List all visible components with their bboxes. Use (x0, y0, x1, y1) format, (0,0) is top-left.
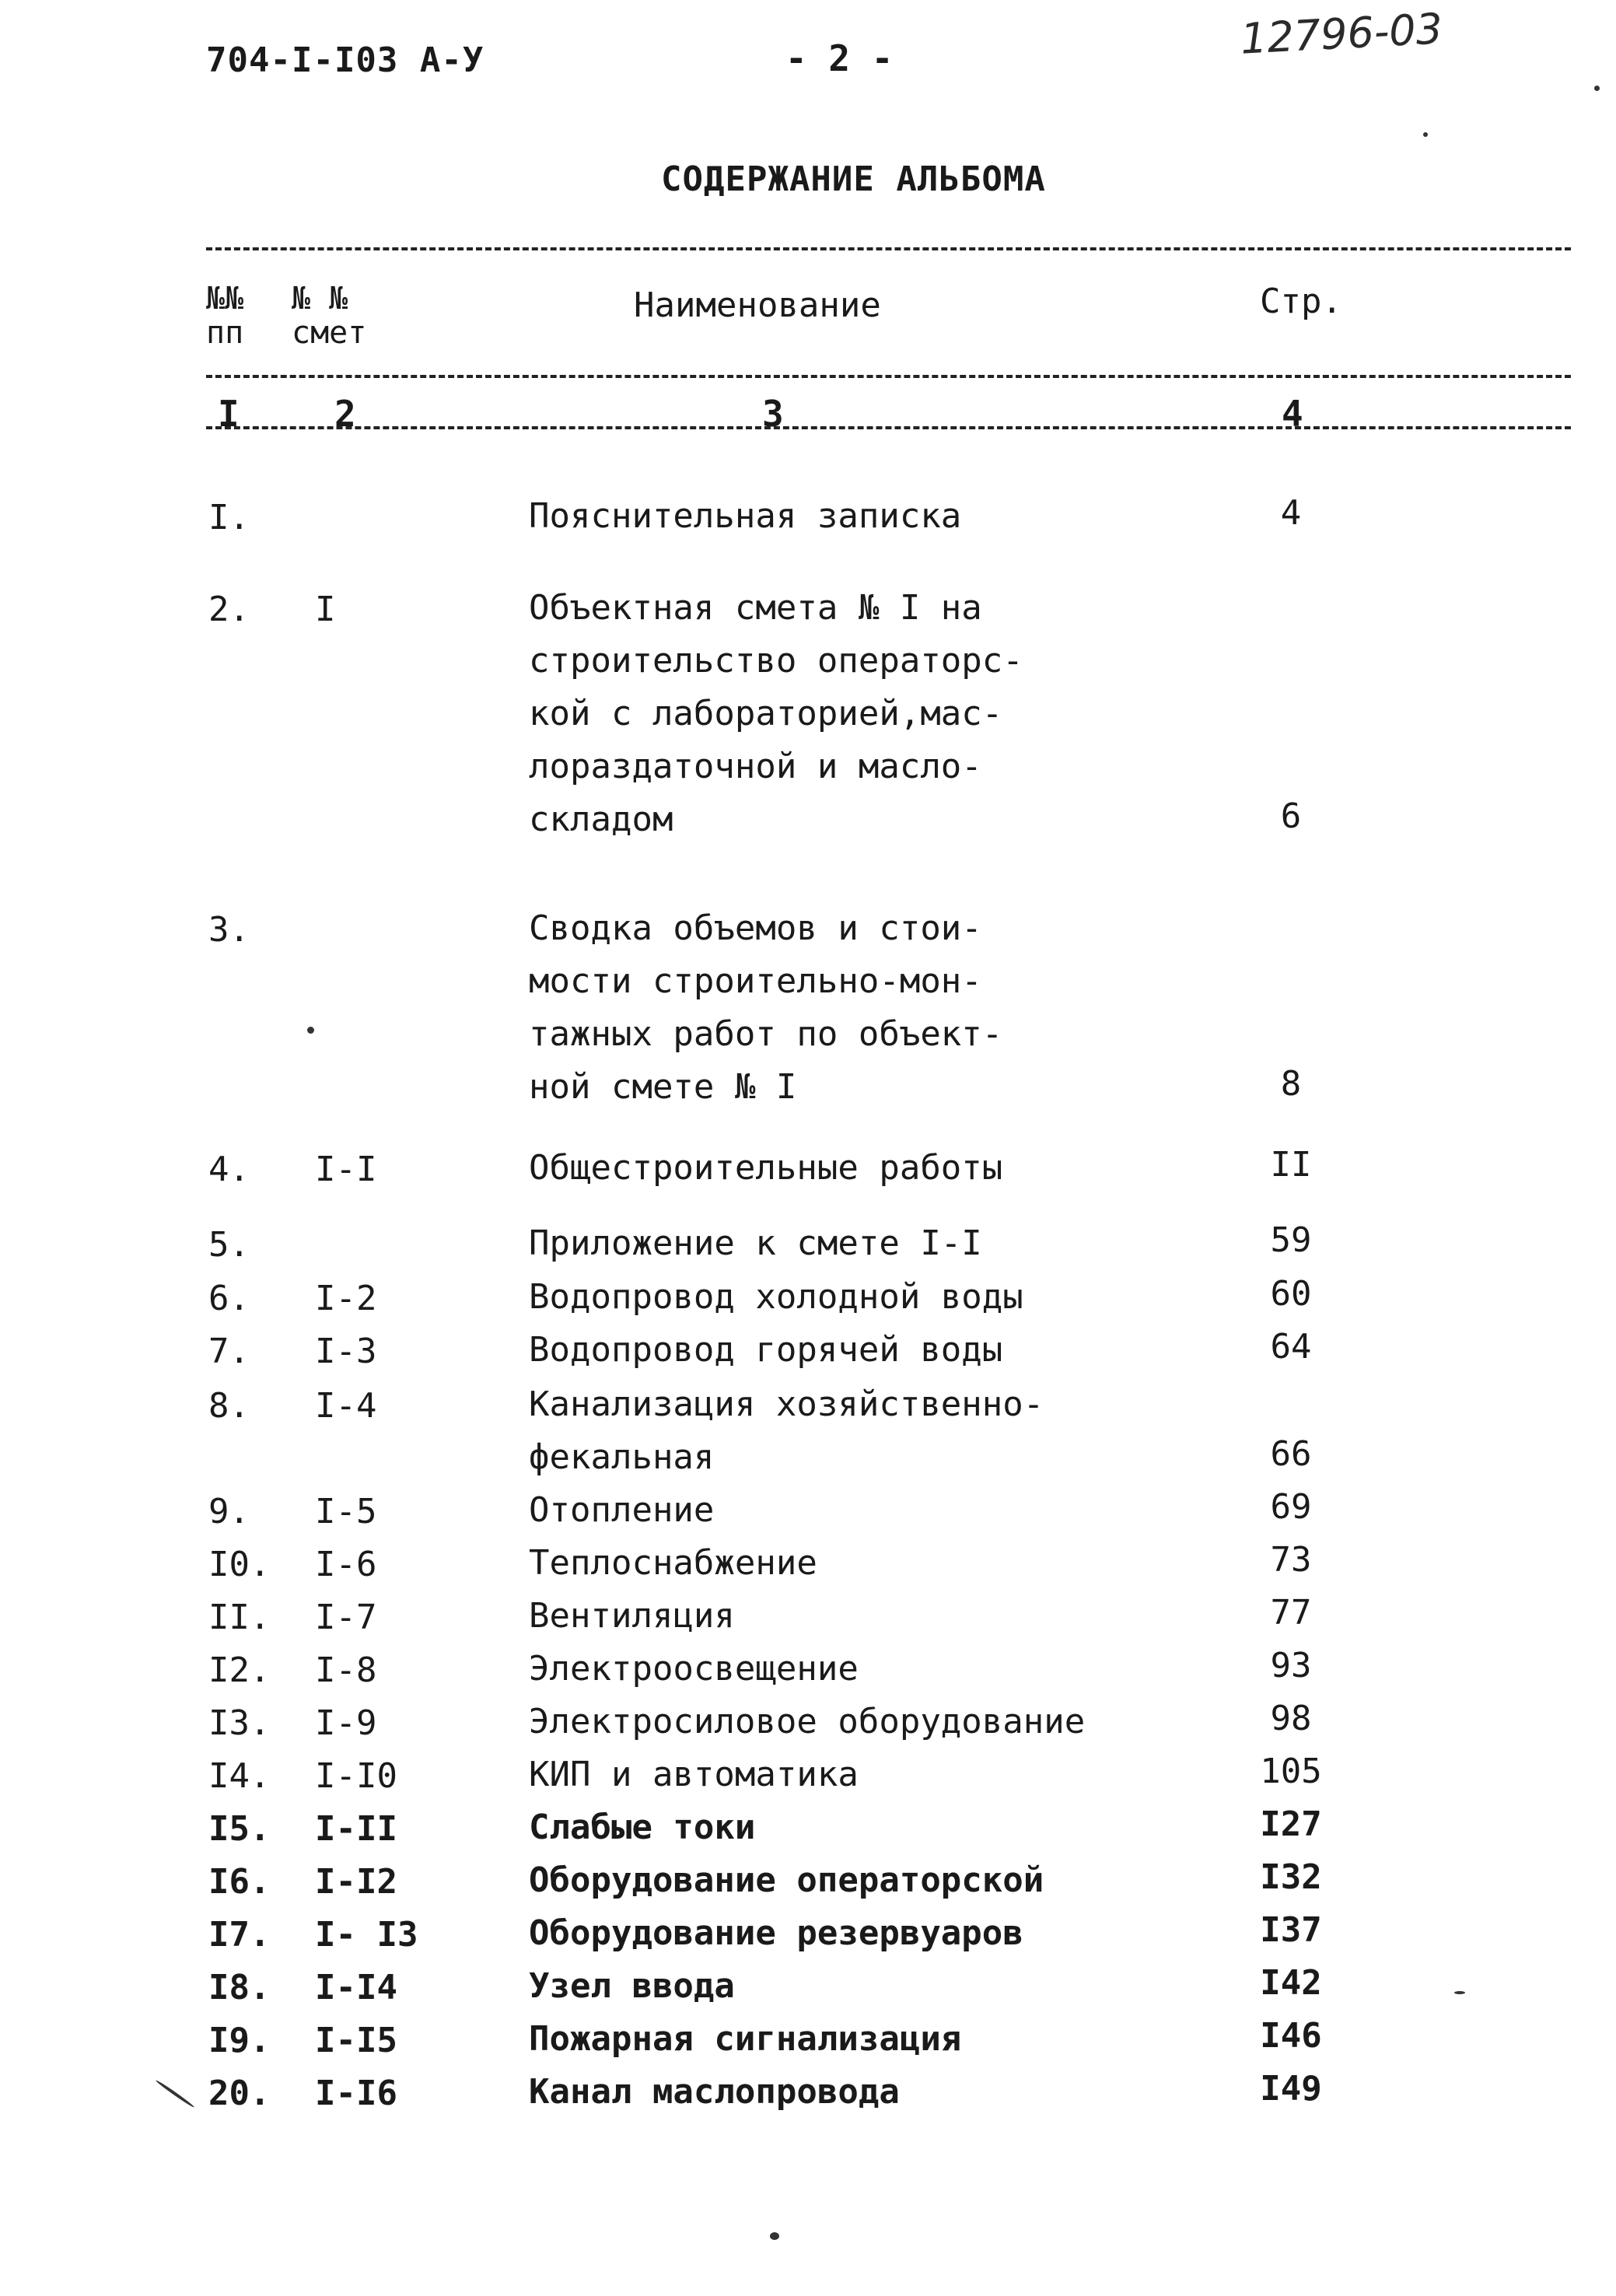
scan-speck (155, 2079, 194, 2109)
row-name: Оборудование операторской (529, 1860, 1044, 1900)
row-name: Общестроительные работы (529, 1148, 1003, 1188)
page-ref: 59 (1270, 1220, 1312, 1260)
scan-speck (1454, 1991, 1465, 1994)
page-ref: 4 (1280, 493, 1302, 533)
row-number: 5. (208, 1225, 250, 1265)
row-name: Водопровод холодной воды (529, 1277, 1023, 1317)
column-number: I (218, 393, 240, 435)
column-number: 3 (762, 393, 784, 435)
header-middle-rule (206, 375, 1571, 378)
scan-speck (770, 2232, 779, 2240)
row-name: Слабые токи (529, 1808, 756, 1847)
column-header-num: №№ пп (206, 281, 244, 351)
row-name: Канализация хозяйственно- фекальная (529, 1384, 1044, 1477)
page-ref: 8 (1280, 1064, 1302, 1104)
row-number: I0. (208, 1545, 271, 1584)
estimate-number: I-I4 (315, 1968, 397, 2007)
row-name: Водопровод горячей воды (529, 1330, 1003, 1370)
row-name: Приложение к смете I-I (529, 1223, 982, 1263)
row-name: Оборудование резервуаров (529, 1913, 1023, 1953)
page-ref: I42 (1260, 1963, 1322, 2003)
estimate-number: I-7 (315, 1598, 377, 1637)
archive-number: 12796-03 (1239, 4, 1444, 64)
row-number: 4. (208, 1150, 250, 1189)
estimate-number: I-II (315, 1809, 397, 1849)
row-number: I3. (208, 1703, 271, 1743)
estimate-number: I-I0 (315, 1756, 397, 1796)
row-name: Узел ввода (529, 1966, 735, 2006)
estimate-number: I-3 (315, 1332, 377, 1371)
row-name: Вентиляция (529, 1596, 735, 1636)
estimate-number: I-I6 (315, 2074, 397, 2113)
row-number: I2. (208, 1650, 271, 1690)
column-number: 4 (1282, 393, 1303, 435)
scan-speck (307, 1027, 314, 1034)
page-ref: 69 (1270, 1487, 1312, 1527)
row-name: Отопление (529, 1490, 715, 1530)
column-header-estimate: № № смет (292, 281, 367, 351)
row-number: I6. (208, 1862, 271, 1902)
page-ref: 98 (1270, 1699, 1312, 1738)
header-top-rule (206, 247, 1571, 250)
row-number: I9. (208, 2021, 271, 2060)
row-name: Электроосвещение (529, 1649, 859, 1689)
row-number: I4. (208, 1756, 271, 1796)
row-number: 3. (208, 910, 250, 950)
row-name: Пожарная сигнализация (529, 2019, 962, 2059)
row-name: Пояснительная записка (529, 496, 962, 536)
page-ref: II (1270, 1145, 1312, 1185)
row-number: 8. (208, 1386, 250, 1426)
page-ref: I49 (1260, 2069, 1322, 2109)
estimate-number: I-I (315, 1150, 377, 1189)
estimate-number: I-4 (315, 1386, 377, 1426)
row-number: 7. (208, 1332, 250, 1371)
header-bottom-rule (206, 426, 1571, 429)
row-number: II. (208, 1598, 271, 1637)
row-number: I7. (208, 1915, 271, 1955)
page-number: - 2 - (785, 37, 894, 79)
document-code: 704-I-I03 А-У (206, 40, 484, 80)
row-name: КИП и автоматика (529, 1755, 859, 1794)
page-ref: 64 (1270, 1327, 1312, 1367)
row-name: Канал маслопровода (529, 2072, 900, 2112)
column-header-name: Наименование (634, 285, 881, 325)
row-name: Сводка объемов и стои- мости строительно-мон- тажных работ по объект- ной смете № I (529, 908, 1003, 1107)
estimate-number: I- I3 (315, 1915, 418, 1955)
row-name: Объектная смета № I на строительство операторс- кой с лабораторией,мас- лораздаточной и масло- складом (529, 588, 1023, 839)
page-ref: I27 (1260, 1804, 1322, 1844)
estimate-number: I-I2 (315, 1862, 397, 1902)
page-ref: 60 (1270, 1274, 1312, 1314)
estimate-number: I-I5 (315, 2021, 397, 2060)
page-ref: 77 (1270, 1593, 1312, 1633)
page-ref: I32 (1260, 1857, 1322, 1897)
row-name: Теплоснабжение (529, 1543, 817, 1583)
page-ref: I46 (1260, 2016, 1322, 2056)
estimate-number: I-5 (315, 1492, 377, 1531)
page-ref: 105 (1260, 1752, 1322, 1791)
page-ref: I37 (1260, 1910, 1322, 1950)
row-number: 2. (208, 590, 250, 629)
page-ref: 6 (1280, 796, 1302, 836)
page-title: СОДЕРЖАНИЕ АЛЬБОМА (661, 159, 1046, 199)
row-number: I8. (208, 1968, 271, 2007)
row-number: 6. (208, 1279, 250, 1318)
row-number: 9. (208, 1492, 250, 1531)
estimate-number: I-9 (315, 1703, 377, 1743)
estimate-number: I-8 (315, 1650, 377, 1690)
page-ref: 73 (1270, 1540, 1312, 1580)
page-ref: 93 (1270, 1646, 1312, 1685)
row-number: I5. (208, 1809, 271, 1849)
estimate-number: I-2 (315, 1279, 377, 1318)
estimate-number: I (315, 590, 336, 629)
page-ref: 66 (1270, 1434, 1312, 1474)
scan-speck (1594, 86, 1600, 91)
row-name: Электросиловое оборудование (529, 1702, 1086, 1741)
estimate-number: I-6 (315, 1545, 377, 1584)
row-number: I. (208, 498, 250, 537)
row-number: 20. (208, 2074, 271, 2113)
column-number: 2 (334, 393, 356, 435)
column-header-page: Стр. (1260, 282, 1342, 321)
scan-speck (1423, 132, 1428, 137)
